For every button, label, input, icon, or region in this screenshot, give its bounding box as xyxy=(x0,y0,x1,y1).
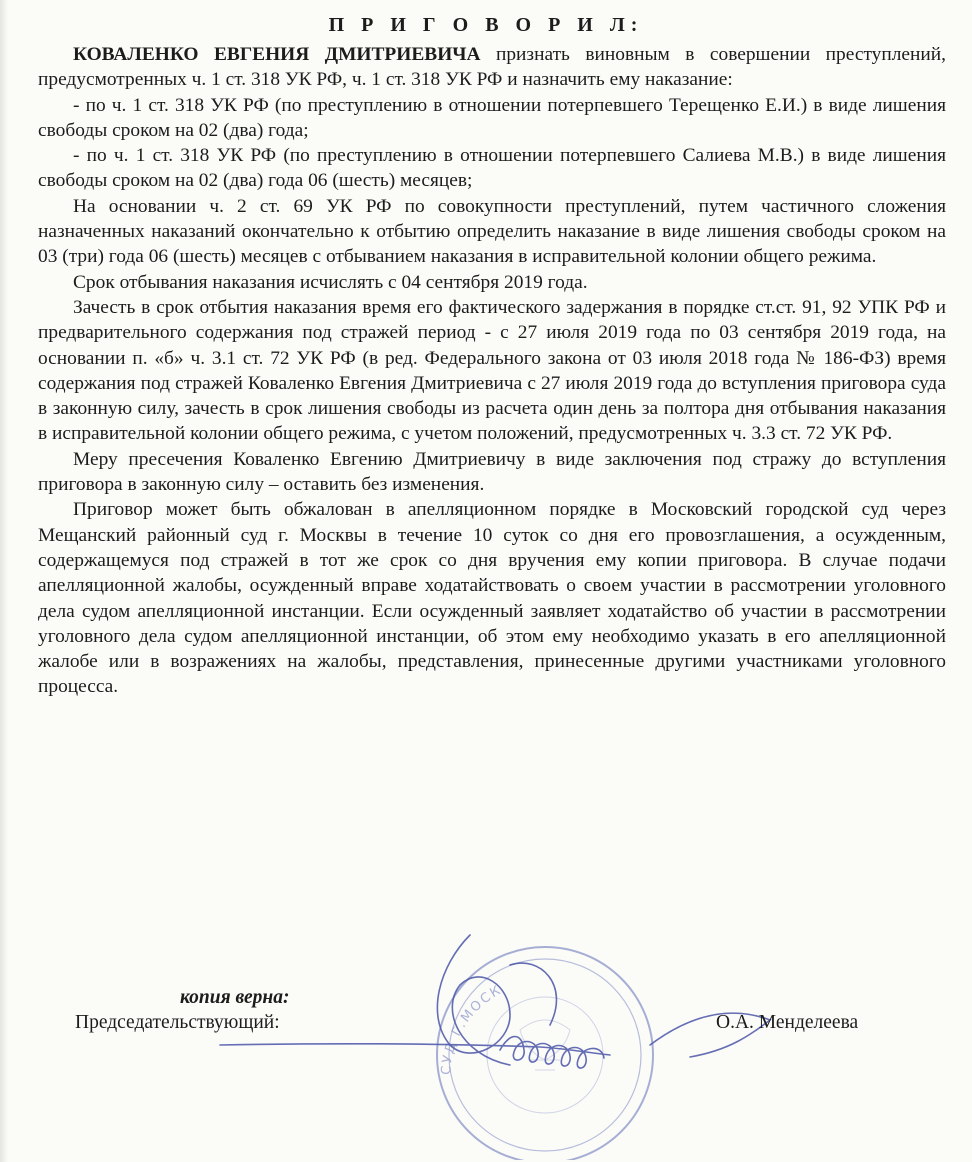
intro-paragraph xyxy=(38,42,946,93)
intro-rest: признать виновным в совершении преступлений, предусмотренных ч. 1 ст. 318 УК РФ, ч. 1 ст. 318 УК РФ и назначить ему наказание: xyxy=(38,44,946,91)
verdict-heading: П Р И Г О В О Р И Л: xyxy=(328,14,644,36)
sentence-count-1: - по ч. 1 ст. 318 УК РФ (по преступлению в отношении потерпевшего Терещенко Е.И.) в виде лишения свободы сроком на 02 (два) года; xyxy=(38,94,946,141)
defendant-name: КОВАЛЕНКО ЕВГЕНИЯ ДМИТРИЕВИЧА xyxy=(73,44,481,65)
stamp-text: СУД Г.МОСК xyxy=(438,982,505,1076)
presiding-judge-label: Председательствующий: xyxy=(75,1012,280,1033)
copy-certified-label: копия верна: xyxy=(180,987,290,1008)
verdict-body xyxy=(38,42,946,700)
scan-edge-shadow xyxy=(0,0,8,1162)
judge-name: О.А. Менделеева xyxy=(716,1012,859,1033)
sentence-start-date: Срок отбывания наказания исчислять с 04 сентября 2019 года. xyxy=(73,271,588,293)
signature-mark xyxy=(210,925,850,1095)
aggregate-sentence: На основании ч. 2 ст. 69 УК РФ по совокупности преступлений, путем частичного сложения назначенных наказаний окончательно к отбытию определить наказание в виде лишения свободы сроком на 03 (три) года 06 (шесть) месяцев с отбыванием наказания в исправительной колонии общего режима. xyxy=(38,195,946,268)
time-served-credit: Зачесть в срок отбытия наказания время его фактического задержания в порядке ст.ст. 91, 92 УПК РФ и предварительного содержания под стражей период - с 27 июля 2019 года по 03 сентября 2019 года, на основании п. «б» ч. 3.1 ст. 72 УК РФ (в ред. Федерального закона от 03 июля 2018 года № 186-ФЗ) время содержания под стражей Коваленко Евгения Дмитриевича с 27 июля 2019 года до вступления приговора суда в законную силу, зачесть в срок лишения свободы из расчета один день за полтора дня отбывания наказания в исправительной колонии общего режима, с учетом положений, предусмотренных ч. 3.3 ст. 72 УК РФ. xyxy=(38,296,946,445)
sentence-count-2: - по ч. 1 ст. 318 УК РФ (по преступлению в отношении потерпевшего Салиева М.В.) в виде лишения свободы сроком на 02 (два) года 06 (шесть) месяцев; xyxy=(38,145,946,192)
appeal-notice: Приговор может быть обжалован в апелляционном порядке в Московский городской суд через Мещанский районный суд г. Москвы в течение 10 суток со дня его провозглашения, а осужденным, содержащемуся под стражей в тот же срок со дня вручения ему копии приговора. В случае подачи апелляционной жалобы, осужденный вправе ходатайствовать о своем участии в рассмотрении уголовного дела судом апелляционной инстанции. Если осужденный заявляет ходатайство об участии в рассмотрении уголовного дела судом апелляционной инстанции, об этом ему необходимо указать в его апелляционной жалобе или в возражениях на жалобы, представления, принесенные другими участниками уголовного процесса. xyxy=(38,499,946,698)
preventive-measure: Меру пресечения Коваленко Евгению Дмитриевичу в виде заключения под стражу до вступления приговора в законную силу – оставить без изменения. xyxy=(38,448,946,496)
